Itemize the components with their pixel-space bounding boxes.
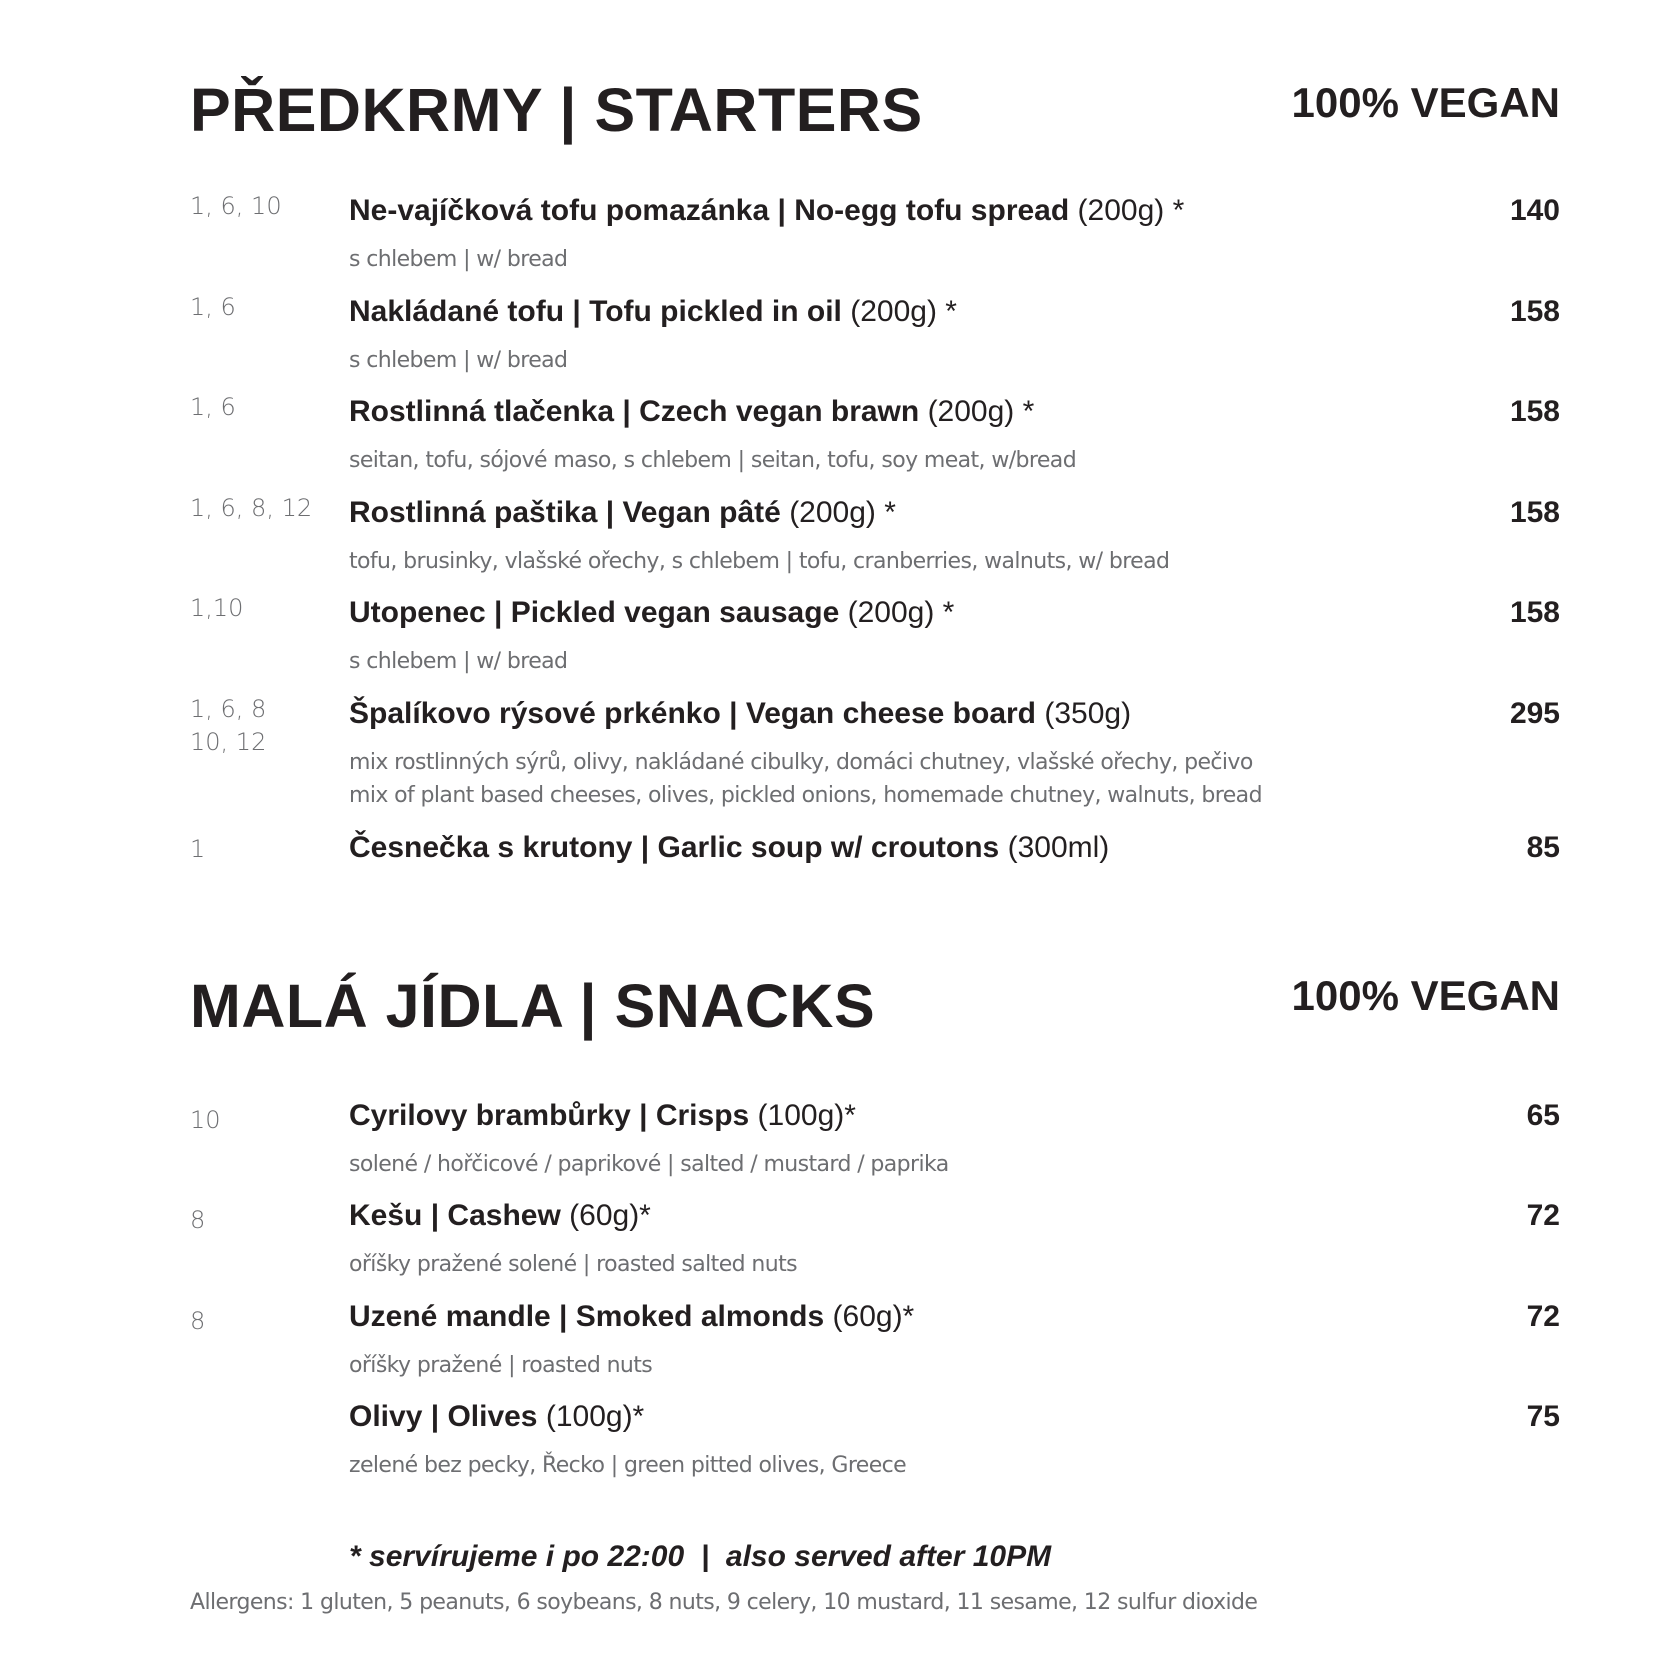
item-title: Rostlinná tlačenka | Czech vegan brawn [349, 395, 920, 428]
item-name [349, 297, 957, 327]
item-name [349, 397, 1034, 427]
item-allergens: 8 [190, 1206, 206, 1234]
allergens-legend: Allergens: 1 gluten, 5 peanuts, 6 soybeans, 8 nuts, 9 celery, 10 mustard, 11 sesame, 12 sulfur dioxide [190, 1590, 1258, 1615]
item-name [349, 699, 1131, 729]
item-name [349, 1201, 651, 1231]
starters-title: PŘEDKRMY | STARTERS [190, 76, 923, 144]
item-description: zelené bez pecky, Řecko | green pitted olives, Greece [349, 1453, 907, 1478]
item-title: Uzené mandle | Smoked almonds [349, 1300, 825, 1333]
item-weight: (200g) * [780, 496, 896, 529]
item-description: solené / hořčicové / paprikové | salted / mustard / paprika [349, 1152, 949, 1177]
item-name [349, 1402, 644, 1432]
item-description: oříšky pražené | roasted nuts [349, 1353, 653, 1378]
item-allergens: 1, 6 [190, 393, 236, 421]
item-name [349, 498, 896, 528]
item-title: Kešu | Cashew [349, 1199, 561, 1232]
item-allergens: 1 [190, 835, 206, 863]
item-allergens: 8 [190, 1307, 206, 1335]
item-weight: (200g) * [1069, 194, 1185, 227]
item-title: Cyrilovy brambůrky | Crisps [349, 1099, 750, 1132]
item-title: Špalíkovo rýsové prkénko | Vegan cheese board [349, 697, 1037, 730]
item-title: Olivy | Olives [349, 1400, 538, 1433]
item-description: s chlebem | w/ bread [349, 247, 568, 272]
item-name [349, 1101, 856, 1131]
item-weight: (60g)* [560, 1199, 651, 1232]
item-allergens: 1, 6, 8 10, 12 [190, 695, 267, 756]
item-description: oříšky pražené solené | roasted salted nuts [349, 1252, 797, 1277]
item-description: s chlebem | w/ bread [349, 348, 568, 373]
item-price: 158 [1509, 596, 1560, 629]
item-description: mix rostlinných sýrů, olivy, nakládané cibulky, domáci chutney, vlašské ořechy, pečivo mix of plant based cheeses, olives, pickled onions, homemade chutney, walnuts, bread [349, 750, 1262, 808]
item-description: seitan, tofu, sójové maso, s chlebem | seitan, tofu, soy meat, w/bread [349, 448, 1077, 473]
item-price: 75 [1526, 1400, 1560, 1433]
item-name [349, 598, 954, 628]
item-weight: (300ml) [999, 831, 1110, 864]
item-price: 85 [1526, 831, 1560, 864]
item-title: Utopenec | Pickled vegan sausage [349, 596, 840, 629]
item-description: tofu, brusinky, vlašské ořechy, s chlebem | tofu, cranberries, walnuts, w/ bread [349, 549, 1170, 574]
item-allergens: 1, 6, 10 [190, 192, 282, 220]
item-price: 158 [1509, 295, 1560, 328]
item-allergens: 1, 6 [190, 293, 236, 321]
item-price: 72 [1526, 1199, 1560, 1232]
item-weight: (200g) * [919, 395, 1035, 428]
item-weight: (350g) [1036, 697, 1132, 730]
item-description: s chlebem | w/ bread [349, 649, 568, 674]
snacks-vegan-tag: 100% VEGAN [1291, 972, 1560, 1019]
item-price: 158 [1509, 496, 1560, 529]
item-name [349, 833, 1109, 863]
item-title: Nakládané tofu | Tofu pickled in oil [349, 295, 842, 328]
item-price: 72 [1526, 1300, 1560, 1333]
item-price: 65 [1526, 1099, 1560, 1132]
after-hours-note: * servírujeme i po 22:00 | also served after 10PM [349, 1540, 1052, 1573]
item-weight: (200g) * [839, 596, 955, 629]
item-weight: (200g) * [841, 295, 957, 328]
item-price: 140 [1509, 194, 1560, 227]
item-weight: (60g)* [824, 1300, 915, 1333]
snacks-title: MALÁ JÍDLA | SNACKS [190, 972, 876, 1040]
item-weight: (100g)* [749, 1099, 856, 1132]
item-allergens: 10 [190, 1106, 221, 1134]
starters-vegan-tag: 100% VEGAN [1291, 79, 1560, 126]
item-name [349, 196, 1184, 226]
item-title: Česnečka s krutony | Garlic soup w/ croutons [349, 831, 1000, 864]
item-price: 295 [1509, 697, 1560, 730]
item-price: 158 [1509, 395, 1560, 428]
item-weight: (100g)* [537, 1400, 645, 1433]
item-allergens: 1,10 [190, 594, 244, 622]
item-title: Ne-vajíčková tofu pomazánka | No-egg tofu spread [349, 194, 1070, 227]
item-name [349, 1302, 914, 1332]
item-title: Rostlinná paštika | Vegan pâté [349, 496, 781, 529]
item-allergens: 1, 6, 8, 12 [190, 494, 313, 522]
